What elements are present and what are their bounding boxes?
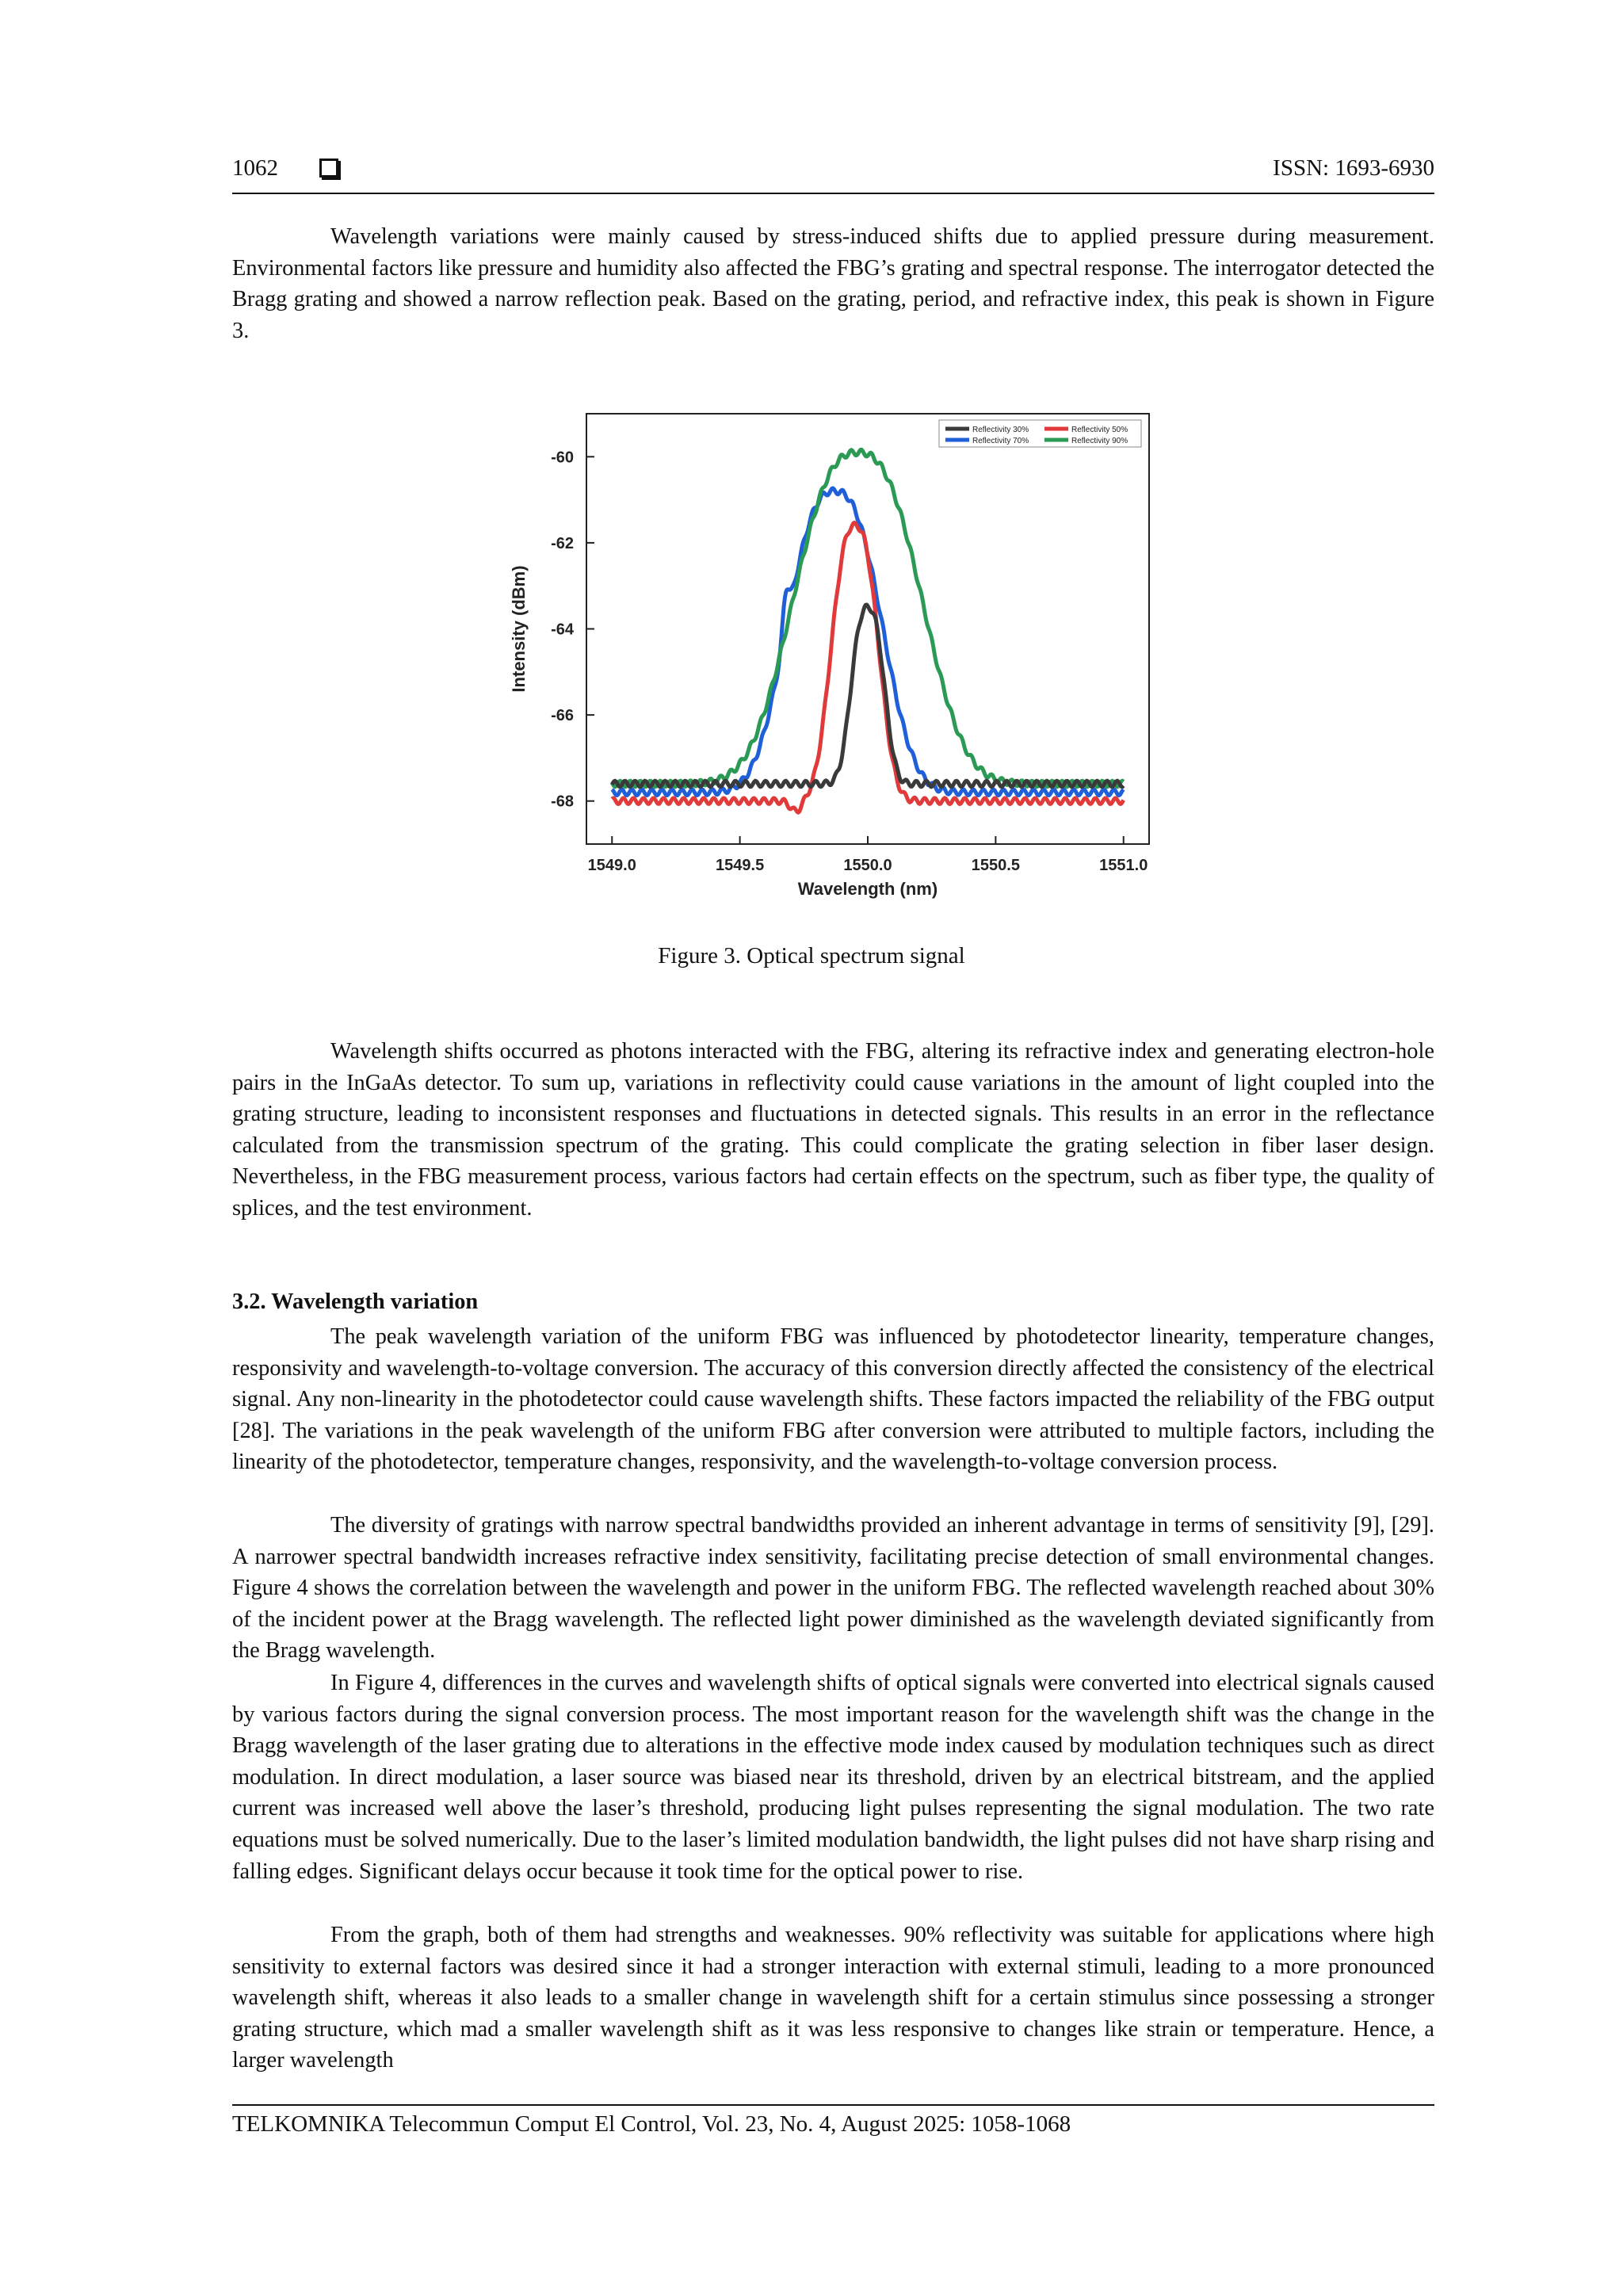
series-line — [612, 449, 1123, 786]
paragraph-1: Wavelength variations were mainly caused by stress-induced shifts due to applied pressure during measurement. Environmental factors like pressure and humidity also affected the FBG’s grating and spectral response. The interrogator detected the Bragg grating and showed a narrow reflection peak. Based on the grating, period, and refractive index, this peak is shown in Figure 3. — [232, 224, 1434, 343]
chart-legend — [939, 420, 1141, 447]
series-line — [612, 522, 1123, 812]
x-tick-label: 1551.0 — [1099, 857, 1148, 874]
x-tick-label: 1550.5 — [971, 857, 1020, 874]
page-number: 1062 — [232, 155, 278, 181]
spectrum-chart — [507, 396, 1157, 919]
x-tick-label: 1549.5 — [716, 857, 765, 874]
y-axis-label: Intensity (dBm) — [509, 565, 529, 693]
y-tick-label: -60 — [551, 449, 574, 467]
section-heading: 3.2. Wavelength variation — [232, 1289, 479, 1314]
y-tick-label: -68 — [551, 793, 574, 811]
chart-plot — [612, 449, 1123, 812]
x-axis-label: Wavelength (nm) — [797, 879, 938, 899]
paragraph-5: In Figure 4, differences in the curves and wavelength shifts of optical signals were converted into electrical signals caused by various factors during the signal conversion process. The most important reason for the wavelength shift was the change in the Bragg wavelength of the laser grating due to alterations in the effective mode index caused by modulation techniques such as direct modulation. In direct modulation, a laser source was biased near its threshold, driven by an electrical bitstream, and the applied current was increased well above the laser’s threshold, producing light pulses representing the signal modulation. The two rate equations must be solved numerically. Due to the laser’s limited modulation bandwidth, the light pulses did not have sharp rising and falling edges. Significant delays occur because it took time for the optical power to rise. — [232, 1671, 1434, 1884]
journal-footer: TELKOMNIKA Telecommun Comput El Control, Vol. 23, No. 4, August 2025: 1058-1068 — [232, 2111, 1071, 2137]
y-tick-label: -66 — [551, 707, 574, 725]
legend-label: Reflectivity 70% — [972, 437, 1029, 445]
x-tick-label: 1550.0 — [843, 857, 892, 874]
legend-label: Reflectivity 90% — [1071, 437, 1128, 445]
legend-label: Reflectivity 30% — [972, 426, 1029, 434]
paragraph-2: Wavelength shifts occurred as photons interacted with the FBG, altering its refractive index and generating electron-hole pairs in the InGaAs detector. To sum up, variations in reflectivity could cause variations in the amount of light coupled into the grating structure, leading to inconsistent responses and fluctuations in detected signals. This results in an error in the reflectance calculated from the transmission spectrum of the grating. This could complicate the grating selection in fiber laser design. Nevertheless, in the FBG measurement process, various factors had certain effects on the spectrum, such as fiber type, the quality of splices, and the test environment. — [232, 1039, 1434, 1221]
footer-divider — [232, 2104, 1434, 2106]
legend-label: Reflectivity 50% — [1071, 426, 1128, 434]
x-tick-label: 1549.0 — [587, 857, 636, 874]
page-header — [232, 155, 1434, 192]
paragraph-4: The diversity of gratings with narrow spectral bandwidths provided an inherent advantage in terms of sensitivity [9], [29]. A narrower spectral bandwidth increases refractive index sensitivity, facilitating precise detection of small environmental changes. Figure 4 shows the correlation between the wavelength and power in the uniform FBG. The reflected wavelength reached about 30% of the incident power at the Bragg wavelength. The reflected light power diminished as the wavelength deviated significantly from the Bragg wavelength. — [232, 1513, 1434, 1664]
series-line — [612, 605, 1123, 787]
y-tick-label: -64 — [551, 621, 574, 639]
y-tick-label: -62 — [551, 534, 574, 552]
figure-caption: Figure 3. Optical spectrum signal — [658, 943, 965, 968]
figure-3 — [507, 396, 1157, 919]
header-divider — [232, 193, 1434, 194]
square-bullet-icon — [319, 159, 338, 178]
issn: ISSN: 1693-6930 — [1273, 155, 1434, 181]
series-line — [612, 488, 1123, 796]
paragraph-6: From the graph, both of them had strengths and weaknesses. 90% reflectivity was suitable for applications where high sensitivity to external factors was desired since it had a stronger interaction with external stimuli, leading to a more pronounced wavelength shift, whereas it also leads to a smaller change in wavelength shift for a certain stimulus since possessing a stronger grating structure, which mad a smaller wavelength shift as it was less responsive to changes like strain or temperature. Hence, a larger wavelength — [232, 1923, 1434, 2073]
paragraph-3: The peak wavelength variation of the uniform FBG was influenced by photodetector linearity, temperature changes, responsivity and wavelength-to-voltage conversion. The accuracy of this conversion directly affected the consistency of the electrical signal. Any non-linearity in the photodetector could cause wavelength shifts. These factors impacted the reliability of the FBG output [28]. The variations in the peak wavelength of the uniform FBG after conversion were attributed to multiple factors, including the linearity of the photodetector, temperature changes, responsivity, and the wavelength-to-voltage conversion process. — [232, 1324, 1434, 1475]
